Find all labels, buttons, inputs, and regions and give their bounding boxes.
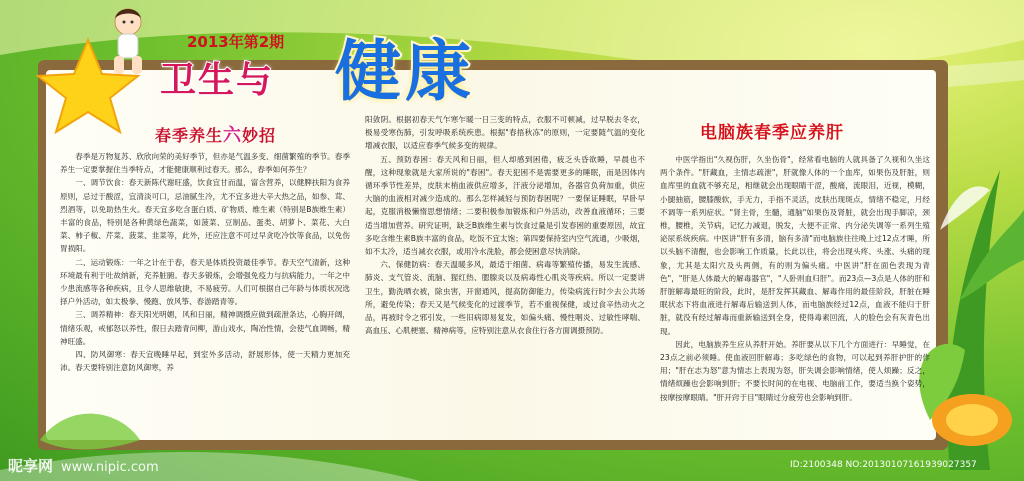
left-article-heading [155,121,276,147]
paragraph: 因此，电脑族养生应从养肝开始。养肝要从以下几个方面进行：早睡觉，在23点之前必须睡。使血液回肝解毒；多吃绿色的食物，可以起到养肝护肝的作用；"肝在志为怒"意为情志上表现为怒，肝失调会影响情绪，使人烦躁；反之，情绪烦躁也会影响到肝；不要长时间的在电视、电脑前工作，要适当换个姿势，按摩按摩眼睛。"肝开窍于目"眼睛过分疲劳也会影响到肝。 [660,339,930,402]
right-article-body [660,153,930,428]
title-jiankang: 健康 [335,33,475,110]
paragraph: 中医学指出"久视伤肝，久坐伤骨"，经常看电脑的人就具备了久视和久坐这两个条件。"肝藏血，主情志疏泄"，肝就像人体的一个血库，如果伤及肝脏，则血库里的血就不够充足，相继就会出现眼睛干涩，酸痛，流眼泪，近视，模糊，小腿抽筋，腰膝酸软，手无力，手指不灵活，皮肤出现斑点，情绪不稳定，月经不调等一系列症状。"肾主骨，生髓，通脑"如果伤及肾脏，就会出现手脚凉，颈椎，腰椎，关节病，记忆力减退，脱发，大便不正常、内分泌失调等一系列生殖泌尿系统疾病。中医讲"肝有多清，脑有多清"而电脑族往往晚上过12点才睡，所以头脑不清醒，也会影响工作质量，长此以往，将会出现头疼、头涨、头痛的现象，尤其是太阳穴及头两侧，有的则为偏头痛。中医讲"肝在面色表现为青色"，"肝是人体最大的解毒器官"，"人卧则血归肝"。而23点—3点是人体的肝和肝脏解毒最旺的阶段，此时，是肝发挥其藏血、解毒作用的最佳阶段，肝脏在睡眠状态下将血液进行解毒后输送到人体，而电脑族经过12点，血液不能归于肝脏，就没有经过解毒而重新输送到全身，使得毒素回流，人的脸色会有灰青色出现。 [660,155,930,336]
watermark-brand-name: 昵享网 [8,457,54,475]
paragraph: 四、防风御寒：春天宜晚睡早起，到室外多活动，舒展形体，使一天精力更加充沛。春天要特别注意防风御寒，养 [60,350,350,373]
paragraph: 阳敛阴。根据初春天气乍寒乍暖一日三变的特点，衣服不可顿减，过早脱去冬衣，极易受寒伤肺，引发呼吸系统疾患。根据"春捂秋冻"的原则，一定要随气温的变化增减衣服，以适应春季气候多变的规律。 [365,115,645,151]
left-heading-six: 六 [223,125,243,146]
title-weisheng: 卫生与 [160,60,275,101]
paragraph: 六、保健防病：春天温暖多风，最适于细菌、病毒等繁殖传播，易发生流感、肺炎、支气管炎、流脑、猩红热、腮腺炎以及病毒性心肌炎等疾病。所以一定要讲卫生，勤洗晒衣被，除虫害，开窗通风，提高防御能力，传染病流行时少去公共场所，避免传染；春天又是气候变化的过渡季节，若不重视保健，或过食辛热动火之品，再被时令之邪引发，一些旧病即易复发，如偏头痛、慢性咽炎、过敏性哮喘、高血压、心肌梗塞、精神病等，应特别注意从衣食住行各方面调摄预防。 [365,260,645,336]
watermark-id: ID:2100348 NO:20130107161939027357 [790,460,977,470]
left-heading-part-c: 妙招 [242,126,277,145]
watermark-brand [8,455,159,476]
issue-label: 2013年第2期 [187,33,285,51]
paragraph: 春季是万物复苏、欣欣向荣的美好季节，但亦是气温多变、细菌繁殖的季节。春季养生一定要掌握住当季特点，才能健康顺利过春天。那么，春季如何养生？ [60,152,350,175]
paragraph: 一、调节饮食：春天新陈代谢旺盛，饮食宜甘而温，富含营养，以健脾扶阳为食养原则，忌过于酸涩，宜清淡可口，忌油腻生冷，尤不宜多进大辛大热之品，如参、茸、烈酒等，以免助热生火。春天宜多吃含蛋白质、矿物质、维生素（特别是B族维生素）丰富的食品，特别是各种黄绿色蔬菜，如菠菜、豆制品、蛋类、胡萝卜、菜花、大白菜、柿子椒、芹菜、菠菜、韭菜等，此外，还应注意不可过早贪吃冷饮等食品，以免伤胃损阳。 [60,178,350,254]
left-heading-part-a: 春季养生 [155,126,224,145]
middle-article-body [365,113,645,440]
paragraph: 二、运动锻炼：一年之计在于春，春天是体质投资最佳季节。春天空气清新，这种环境最有利于吐故纳新，充养脏腑。春天多锻炼，会增强免疫力与抗病能力，一年之中少患流感等各种疾病，且令人思维敏捷，不易疲劳。人们可根据自己年龄与体质状况选择户外活动，如太极拳、慢跑、放风筝、春游踏青等。 [60,257,350,307]
right-article-heading: 电脑族春季应养肝 [700,123,844,143]
left-article-body [60,150,350,440]
paragraph: 三、调养精神：春天阳光明媚，风和日丽，精神调摄应做到疏泄条达，心胸开阔，情绪乐观，戒郁怒以养性，假日去踏青问柳，游山戏水，陶冶性情，会使气血调畅，精神旺盛。 [60,310,350,346]
paragraph: 五、预防春困：春天风和日丽，但人却感到困倦，疲乏头昏欲睡，早晨也不醒，这种现象就是大家所说的"春困"。春天犯困不是需要更多的睡眠，而是因体内循环季节性差异，皮肤末梢血液供应增多，汗液分泌增加，各器官负荷加重，供应大脑的血液相对减少造成的。那么怎样减轻与预防春困呢？一要保证睡眠，早卧早起，克服消极懒惰思想情绪；二要积极参加锻炼和户外活动，改善血液循环；三要适当增加营养。研究证明，缺乏B族维生素与饮食过量是引发春困的重要原因，故宜多吃含维生素B族丰富的食品，吃饭不宜太饱；第四要保持室内空气流通，少吸烟，如不太冷，适当减衣衣服，或用冷水洗脸，都会使困意尽快消除。 [365,154,645,257]
watermark-url: www.nipic.com [61,460,159,475]
